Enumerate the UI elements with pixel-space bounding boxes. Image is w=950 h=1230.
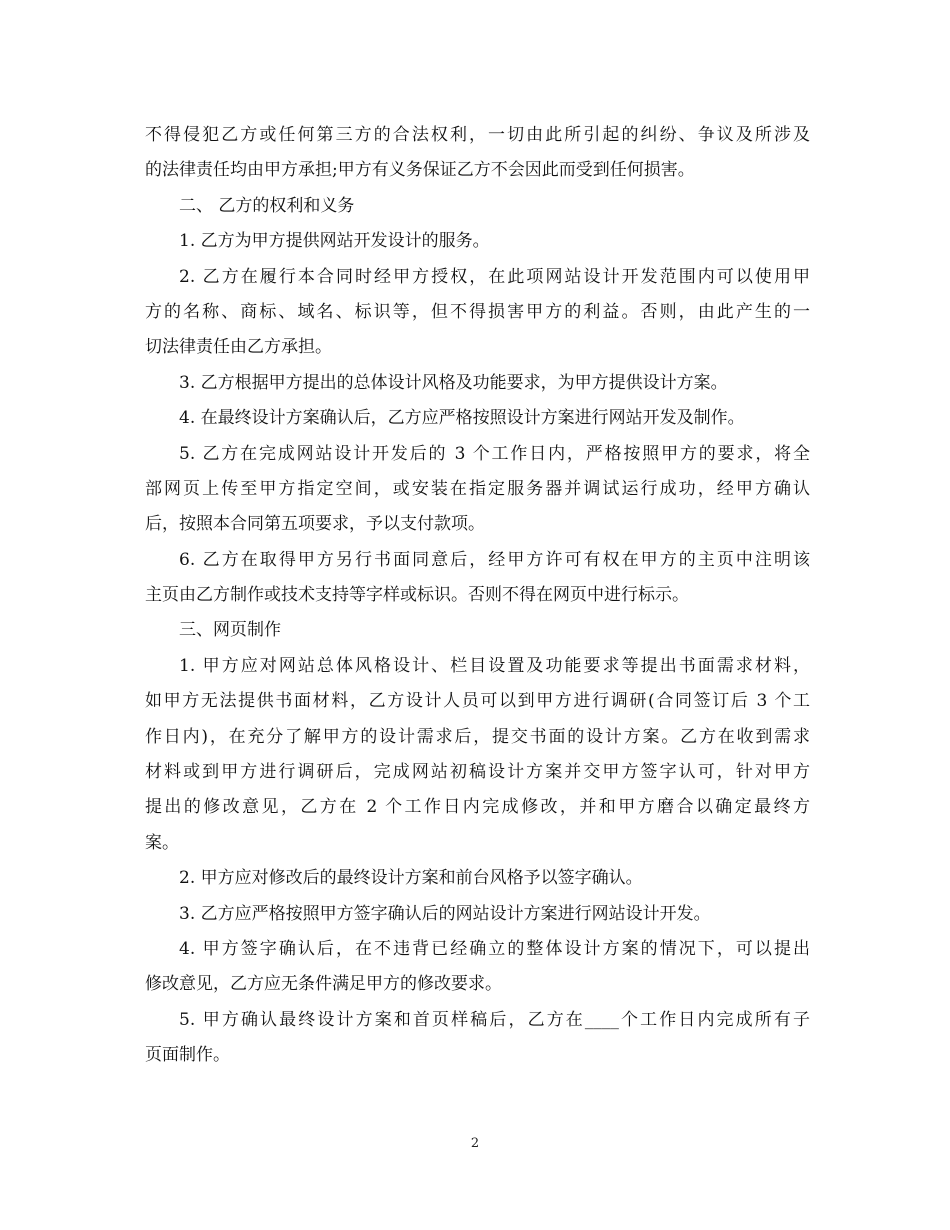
text-line: 修改意见，乙方应无条件满足甲方的修改要求。: [145, 974, 502, 995]
clause-line: 3. 乙方根据甲方提出的总体设计风格及功能要求，为甲方提供设计方案。: [179, 372, 728, 393]
text-line: 如甲方无法提供书面材料，乙方设计人员可以到甲方进行调研(合同签订后 3 个工: [145, 691, 810, 712]
text-line: 方的名称、商标、域名、标识等，但不得损害甲方的利益。否则，由此产生的一: [145, 301, 810, 322]
clause-line: 2. 乙方在履行本合同时经甲方授权，在此项网站设计开发范围内可以使用甲: [179, 266, 810, 287]
text-line: 不得侵犯乙方或任何第三方的合法权利，一切由此所引起的纠纷、争议及所涉及: [145, 125, 810, 145]
clause-line: 5. 甲方确认最终设计方案和首页样稿后，乙方在____个工作日内完成所有子: [179, 1009, 810, 1030]
clause-line: 4. 在最终设计方案确认后，乙方应严格按照设计方案进行网站开发及制作。: [179, 408, 745, 429]
text-line: 材料或到甲方进行调研后，完成网站初稿设计方案并交甲方签字认可，针对甲方: [145, 762, 810, 783]
clause-line: 1. 乙方为甲方提供网站开发设计的服务。: [179, 231, 490, 252]
text-line: 的法律责任均由甲方承担;甲方有义务保证乙方不会因此而受到任何损害。: [145, 160, 695, 181]
section-heading: 三、网页制作: [179, 620, 281, 641]
text-line: 案。: [145, 832, 179, 853]
text-line: 提出的修改意见，乙方在 2 个工作日内完成修改，并和甲方磨合以确定最终方: [145, 797, 810, 818]
section-heading: 二、 乙方的权利和义务: [179, 195, 355, 216]
clause-line: 2. 甲方应对修改后的最终设计方案和前台风格予以签字确认。: [179, 868, 643, 889]
text-line: 作日内)，在充分了解甲方的设计需求后，提交书面的设计方案。乙方在收到需求: [145, 726, 810, 747]
clause-line: 6. 乙方在取得甲方另行书面同意后，经甲方许可有权在甲方的主页中注明该: [179, 549, 810, 570]
text-line: 切法律责任由乙方承担。: [145, 337, 332, 358]
page-number: 2: [470, 1136, 480, 1151]
clause-line: 3. 乙方应严格按照甲方签字确认后的网站设计方案进行网站设计开发。: [179, 903, 711, 924]
text-line: 主页由乙方制作或技术支持等字样或标识。否则不得在网页中进行标示。: [145, 585, 689, 606]
text-line: 部网页上传至甲方指定空间，或安装在指定服务器并调试运行成功，经甲方确认: [145, 478, 810, 499]
text-line: 页面制作。: [145, 1045, 230, 1066]
body-text: [145, 118, 810, 1074]
clause-line: 1. 甲方应对网站总体风格设计、栏目设置及功能要求等提出书面需求材料，: [179, 655, 810, 676]
clause-line: 5. 乙方在完成网站设计开发后的 3 个工作日内，严格按照甲方的要求，将全: [179, 443, 810, 464]
text-line: 后，按照本合同第五项要求，予以支付款项。: [145, 514, 485, 535]
clause-line: 4. 甲方签字确认后，在不违背已经确立的整体设计方案的情况下，可以提出: [179, 938, 810, 959]
